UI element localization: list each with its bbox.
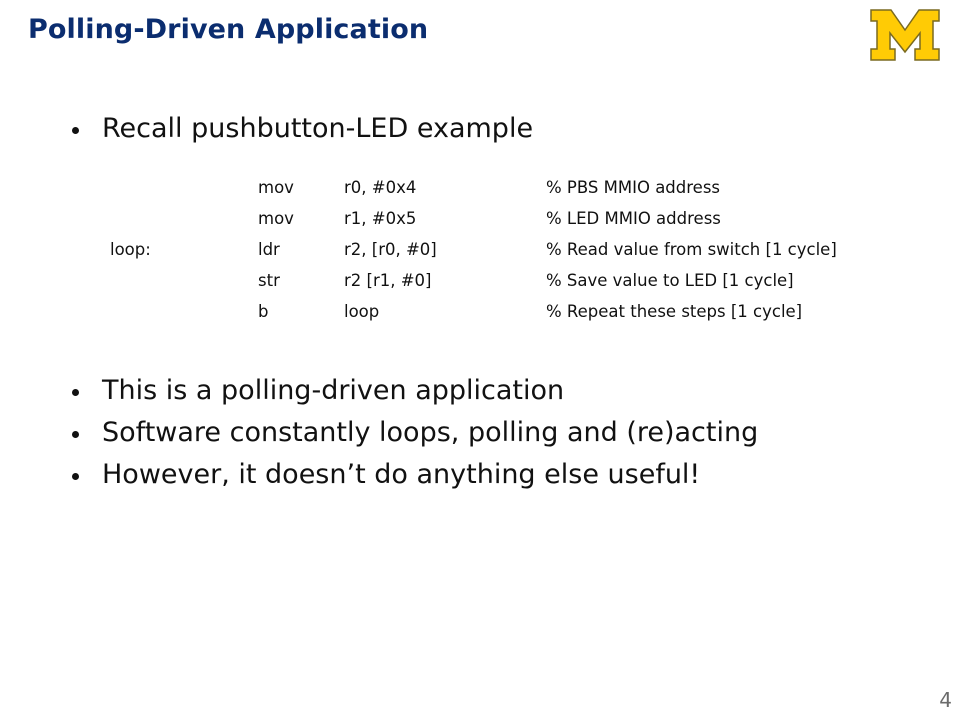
bullet-item: However, it doesn’t do anything else useful!: [70, 454, 758, 496]
code-comment: % Repeat these steps [1 cycle]: [546, 302, 803, 321]
code-operands: r0, #0x4: [344, 178, 417, 197]
code-line: [0, 302, 960, 333]
code-operands: r2, [r0, #0]: [344, 240, 437, 259]
code-opcode: str: [258, 271, 280, 290]
code-opcode: mov: [258, 178, 294, 197]
bullet-list-top: [70, 108, 533, 150]
code-comment: % PBS MMIO address: [546, 178, 721, 197]
code-comment: % LED MMIO address: [546, 209, 721, 228]
bullet-list-bottom: [70, 370, 758, 496]
code-line: [0, 271, 960, 302]
code-operands: r1, #0x5: [344, 209, 417, 228]
code-line: [0, 209, 960, 240]
code-comment: % Read value from switch [1 cycle]: [546, 240, 837, 259]
code-comment: % Save value to LED [1 cycle]: [546, 271, 794, 290]
code-line: [0, 240, 960, 271]
block-m-logo: [869, 8, 941, 62]
code-line: [0, 178, 960, 209]
code-listing: [0, 178, 960, 333]
code-opcode: mov: [258, 209, 294, 228]
bullet-item: Recall pushbutton-LED example: [70, 108, 533, 150]
code-opcode: b: [258, 302, 269, 321]
code-operands: r2 [r1, #0]: [344, 271, 432, 290]
code-label: loop:: [110, 240, 151, 259]
code-operands: loop: [344, 302, 380, 321]
bullet-item: This is a polling-driven application: [70, 370, 758, 412]
page-number: 4: [939, 688, 952, 712]
bullet-item: Software constantly loops, polling and (re)acting: [70, 412, 758, 454]
code-opcode: ldr: [258, 240, 280, 259]
slide-title: Polling-Driven Application: [28, 14, 429, 45]
